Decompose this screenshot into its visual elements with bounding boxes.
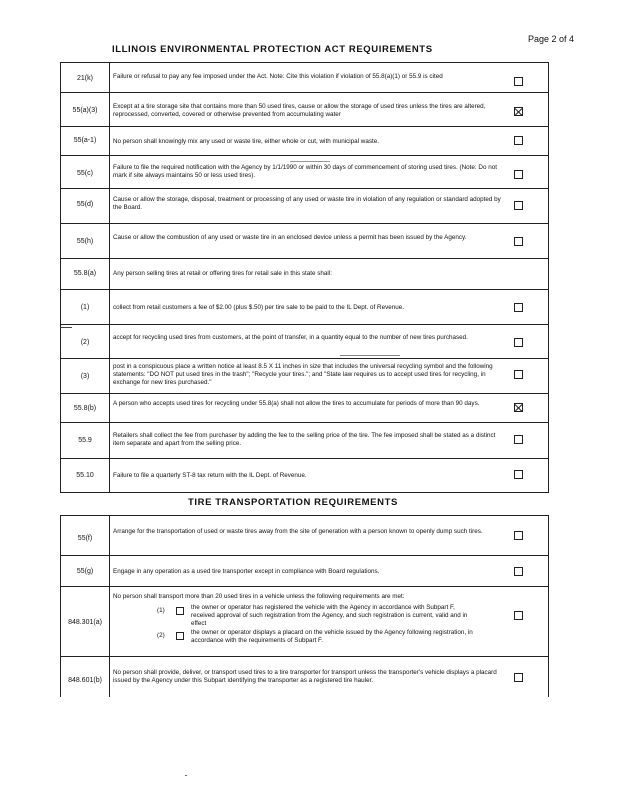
row-text: accept for recycling used tires from customers, at the point of transfer, in a quantity equal to the number of new tires purchased. [113, 334, 468, 341]
transport-requirements-table [60, 515, 549, 697]
row-code: 848.601(b) [68, 677, 102, 684]
checkbox[interactable] [514, 77, 523, 86]
row-code: 55(c) [77, 170, 93, 177]
table-row [61, 127, 548, 156]
row-code: 21(k) [77, 75, 93, 82]
row-text: Arrange for the transportation of used or waste tires away from the site of generation with a person known to openly dump such tires. [113, 528, 483, 535]
subitem-checkbox[interactable] [176, 607, 184, 615]
subitem-number: (2) [157, 632, 165, 639]
row-text: Cause or allow the storage, disposal, treatment or processing of any used or waste tire in violation of any regulation or standard adopted by the Board. [113, 196, 501, 211]
row-code: 55(g) [76, 568, 94, 575]
page-number: Page 2 of 4 [528, 34, 575, 44]
row-code: 55.8(a) [73, 270, 97, 277]
row-text: No person shall knowingly mix any used or waste tire, either whole or cut, with municipal waste. [113, 138, 379, 145]
section-title-transport: TIRE TRANSPORTATION REQUIREMENTS [188, 497, 398, 508]
checkbox[interactable] [514, 370, 523, 379]
row-text: Any person selling tires at retail or offering tires for retail sale in this state shall: [113, 270, 332, 277]
table-row [61, 63, 548, 93]
subitem-number: (1) [157, 607, 165, 614]
table-row [61, 423, 548, 459]
row-text: Failure or refusal to pay any fee imposed under the Act. Note: Cite this violation if violation of 55.8(a)(1) or 55.9 is cited [113, 73, 443, 80]
row-code: (3) [80, 373, 90, 380]
checkbox[interactable] [514, 237, 523, 246]
row-code: 55.9 [78, 437, 92, 444]
row-text: collect from retail customers a fee of $2.00 (plus $.50) per tire sale to be paid to the IL Dept. of Revenue. [113, 304, 404, 311]
table-row [61, 556, 548, 587]
row-code: (1) [80, 304, 90, 311]
table-row [61, 459, 548, 493]
checkbox[interactable] [514, 531, 523, 540]
table-row [61, 516, 548, 556]
checkbox[interactable] [514, 435, 523, 444]
row-text: Cause or allow the combustion of any used or waste tire in an enclosed device unless a permit has been issued by the Agency. [113, 234, 467, 241]
checkbox[interactable] [514, 136, 523, 145]
subitem-text: the owner or operator displays a placard on the vehicle issued by the Agency following registration, in accordance with the requirements of Subpart F. [191, 629, 473, 644]
table-row [61, 587, 548, 657]
table-row [61, 259, 548, 290]
checkbox[interactable] [514, 470, 523, 479]
table-row [61, 189, 548, 224]
checkbox[interactable] [514, 611, 523, 620]
row-text: Failure to file the required notification with the Agency by 1/1/1990 or within 30 days of commencement of storing used tires. (Note: Do not mark if site always maintains 50 or less used tires). [113, 164, 497, 179]
checkbox[interactable] [514, 673, 523, 682]
row-text: Retailers shall collect the fee from purchaser by adding the fee to the selling price of the tire. The fee imposed shall be stated as a distinct item separate and apart from the selling price. [113, 432, 496, 447]
table-row [61, 325, 548, 359]
row-text: A person who accepts used tires for recycling under 55.8(a) shall not allow the tires to accumulate for periods of more than 90 days. [113, 400, 480, 407]
checkbox[interactable] [514, 303, 523, 312]
row-code: 55(a)(3) [72, 107, 98, 114]
checkbox-checked[interactable] [514, 403, 523, 412]
table-row [61, 224, 548, 259]
table-row [61, 394, 548, 423]
row-code: 848.301(a) [68, 619, 102, 626]
row-text: Except at a tire storage site that contains more than 50 used tires, cause or allow the storage of used tires unless the tires are altered, reprocessed, converted, covered or otherwise prevented from accumulating water [113, 103, 486, 118]
row-code: 55(a-1) [73, 137, 97, 144]
row-code: 55.8(b) [73, 405, 97, 412]
table-row [61, 359, 548, 394]
row-text: No person shall transport more than 20 used tires in a vehicle unless the following requirements are met: [113, 593, 405, 600]
section-title-epa: ILLINOIS ENVIRONMENTAL PROTECTION ACT REQUIREMENTS [112, 44, 433, 55]
checkbox[interactable] [514, 567, 523, 576]
row-code: (2) [80, 339, 90, 346]
checkbox-checked[interactable] [514, 107, 523, 116]
row-code: 55(h) [76, 238, 94, 245]
row-text: post in a conspicuous place a written notice at least 8.5 X 11 inches in size that includes the universal recycling symbol and the following statements: "DO NOT put used tires in the trash"; "Recycle your tires."; and "State law requires us to accept used tires for recycling, in exchange for new tires purchased." [113, 363, 493, 386]
checkbox[interactable] [514, 201, 523, 210]
checkbox[interactable] [514, 170, 523, 179]
table-row [61, 290, 548, 325]
subitem-text: the owner or operator has registered the vehicle with the Agency in accordance with Subpart F, received approval of such registration from the Agency, and such registration is current, valid and in effect [191, 604, 468, 627]
table-row [61, 657, 548, 697]
subitem-checkbox[interactable] [176, 632, 184, 640]
row-code: 55.10 [76, 472, 94, 479]
epa-requirements-table [60, 62, 549, 493]
row-text: Engage in any operation as a used tire transporter except in compliance with Board regulations. [113, 568, 380, 575]
row-text: Failure to file a quarterly ST-8 tax return with the IL Dept. of Revenue. [113, 472, 307, 479]
row-code: 55(d) [76, 201, 94, 208]
row-text: No person shall provide, deliver, or transport used tires to a tire transporter for transport unless the transporter's vehicle displays a placard issued by the Agency under this Subpart identifying the transporter as a registered tire hauler. [113, 669, 497, 684]
table-row [61, 93, 548, 127]
row-code: 55(f) [77, 535, 93, 542]
checkbox[interactable] [514, 338, 523, 347]
